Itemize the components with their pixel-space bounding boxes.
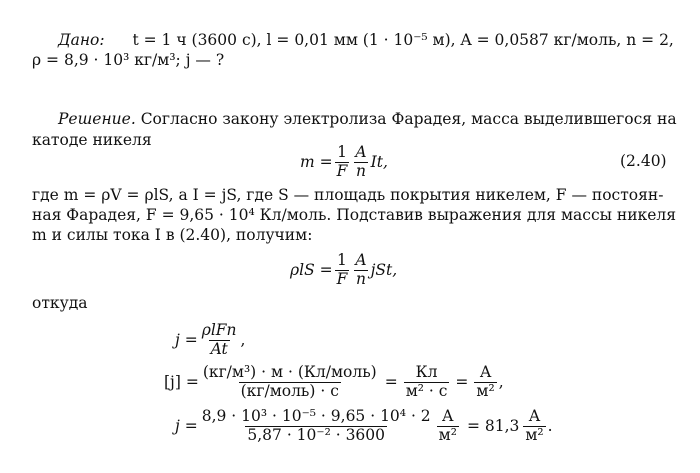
eq4-f2-num: Кл (415, 362, 438, 381)
eq4-f2-den: м² · с (405, 381, 448, 400)
eq5-lhs: j = (175, 416, 198, 435)
equation-number: (2.40) (620, 152, 667, 170)
equation-2-40 (300, 142, 388, 182)
solution-text-1: Согласно закону электролиза Фарадея, масса выделившегося на (140, 110, 677, 128)
eq3-den: At (210, 339, 228, 358)
eq1-f1-den: F (336, 161, 348, 180)
eq2-lhs: ρlS = (290, 260, 333, 279)
eq4-fraction-1 (201, 364, 379, 401)
eq2-f2-den: n (355, 269, 366, 288)
solution-line-3: где m = ρV = ρlS, а I = jS, где S — площадь покрытия никелем, F — постоян- (32, 186, 664, 204)
eq2-f1-num: 1 (337, 250, 347, 269)
eq5-unit-den: м² (438, 425, 457, 444)
eq5-rest: . (547, 416, 553, 435)
eq2-f2-num: A (355, 250, 367, 269)
solution-line-2: катоде никеля (32, 131, 152, 149)
eq4-equals-1: = (384, 372, 398, 391)
eq1-lhs: m = (300, 152, 333, 171)
eq4-f3-den: м² (476, 381, 495, 400)
solution-line-5: m и силы тока I в (2.40), получим: (32, 226, 313, 244)
eq1-fraction-2 (353, 144, 368, 181)
eq1-f2-den: n (356, 161, 366, 180)
eq3-num: ρlFn (201, 320, 237, 339)
eq2-fraction-1 (335, 252, 350, 289)
eq5-result-unit-num: А (528, 406, 541, 425)
eq5-result-unit-den: м² (525, 425, 544, 444)
eq5-result-unit (523, 408, 545, 445)
eq5-unit (437, 408, 459, 445)
solution-line-6: откуда (32, 294, 88, 312)
eq4-equals-2: = (455, 372, 469, 391)
eq1-f1-num: 1 (337, 142, 347, 161)
given-line-2: ρ = 8,9 · 10³ кг/м³; j — ? (32, 51, 225, 69)
solution-line-1 (58, 109, 677, 130)
equation-numeric (175, 405, 553, 447)
solution-label: Решение. (58, 110, 136, 128)
eq5-num: 8,9 · 10³ · 10⁻⁵ · 9,65 · 10⁴ · 2 (201, 406, 431, 425)
eq4-rest: , (498, 372, 504, 391)
eq4-fraction-2 (404, 364, 450, 401)
given-values-1: t = 1 ч (3600 с), l = 0,01 мм (1 · 10⁻⁵ м), A = 0,0587 кг/моль, n = 2, (132, 31, 674, 49)
eq4-f3-num: А (479, 362, 492, 381)
equation-units (164, 362, 504, 402)
equation-j (175, 320, 245, 360)
given-label: Дано: (58, 31, 105, 49)
eq5-result: = 81,3 (466, 416, 520, 435)
eq3-lhs: j = (175, 330, 198, 349)
solution-line-4: ная Фарадея, F = 9,65 · 10⁴ Кл/моль. Подставив выражения для массы никеля (32, 206, 677, 224)
given-line-1 (58, 30, 674, 51)
eq4-lhs: [j] = (164, 372, 199, 391)
eq3-fraction (200, 322, 239, 359)
eq5-unit-num: А (441, 406, 454, 425)
eq1-f2-num: A (355, 142, 367, 161)
eq4-num: (кг/м³) · м · (Кл/моль) (202, 362, 377, 381)
eq1-rest: It, (370, 152, 388, 171)
equation-substituted (290, 250, 397, 290)
eq3-rest: , (240, 330, 246, 349)
eq5-den: 5,87 · 10⁻² · 3600 (247, 425, 386, 444)
eq1-fraction-1 (335, 144, 350, 181)
eq5-fraction (200, 408, 433, 445)
eq2-f1-den: F (336, 269, 348, 288)
eq2-rest: jSt, (370, 260, 398, 279)
eq4-fraction-3 (474, 364, 496, 401)
eq4-den: (кг/моль) · с (240, 381, 339, 400)
eq2-fraction-2 (353, 252, 368, 289)
